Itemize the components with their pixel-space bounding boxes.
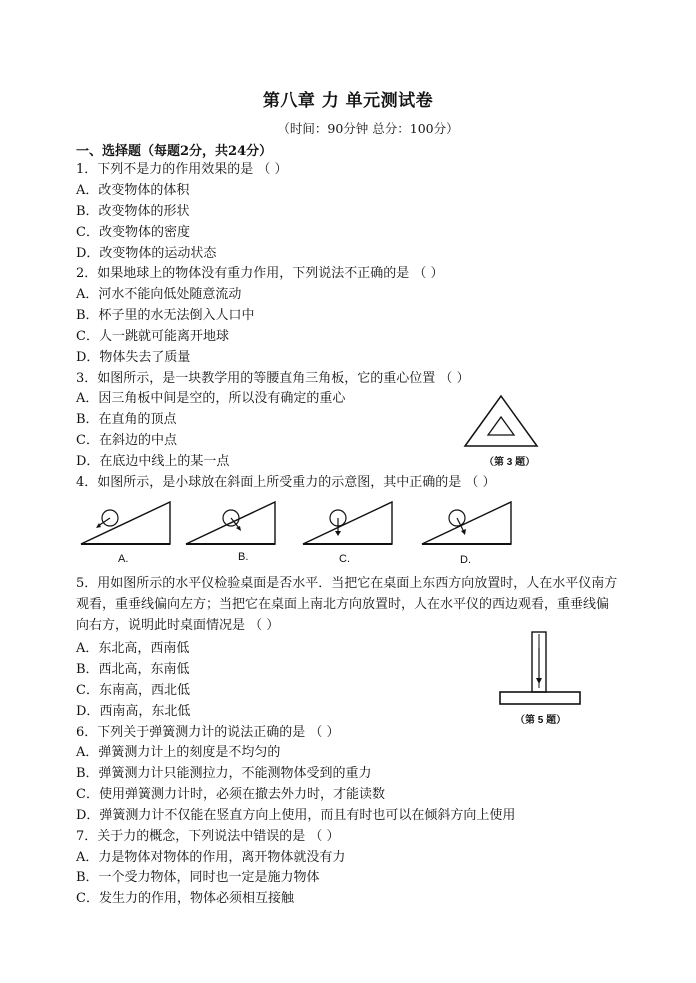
question-5-stem: 5．用如图所示的水平仪检验桌面是否水平．当把它在桌面上东西方向放置时，人在水平仪南方观看，重垂线偏向左方；当把它在桌面上南北方向放置时，人在水平仪的西边观看，重垂线偏向右方，说明此时桌面情况是 （ ） — [76, 576, 618, 633]
question-5-option-c: C．东南高，西北低 — [76, 683, 190, 698]
level-instrument-figure — [496, 630, 584, 708]
question-5-option-b: B．西北高，东南低 — [76, 662, 190, 677]
question-7-option-a: A．力是物体对物体的作用，离开物体就没有力 — [76, 850, 346, 865]
question-5-option-a: A．东北高，西南低 — [76, 641, 190, 656]
figure-4-label-a: A. — [118, 553, 129, 565]
figure-4-label-b: B. — [238, 551, 249, 563]
question-7-option-c: C．发生力的作用，物体必须相互接触 — [76, 891, 294, 906]
question-3-option-b: B．在直角的顶点 — [76, 412, 177, 427]
question-2-option-c: C．人一跳就可能离开地球 — [76, 329, 229, 344]
question-2-option-b: B．杯子里的水无法倒入人口中 — [76, 308, 255, 323]
question-5-option-d: D．西南高，东北低 — [76, 704, 191, 719]
question-2-option-d: D．物体失去了质量 — [76, 350, 191, 365]
exam-time-score: （时间：90分钟 总分：100分） — [277, 121, 459, 136]
figure-3-caption: （第 3 题） — [484, 457, 536, 468]
question-6-option-a: A．弹簧测力计上的刻度是不均匀的 — [76, 745, 281, 760]
question-7-stem: 7．关于力的概念，下列说法中错误的是 （ ） — [76, 829, 340, 844]
question-6-option-b: B．弹簧测力计只能测拉力，不能测物体受到的重力 — [76, 766, 372, 781]
question-7-option-b: B．一个受力物体，同时也一定是施力物体 — [76, 870, 320, 885]
question-3-option-c: C．在斜边的中点 — [76, 433, 177, 448]
question-1-option-a: A．改变物体的体积 — [76, 183, 190, 198]
question-3-option-a: A．因三角板中间是空的，所以没有确定的重心 — [76, 391, 346, 406]
question-2-stem: 2．如果地球上的物体没有重力作用，下列说法不正确的是 （ ） — [76, 266, 444, 281]
question-6-stem: 6．下列关于弹簧测力计的说法正确的是 （ ） — [76, 725, 340, 740]
question-6-option-c: C．使用弹簧测力计时，必须在撤去外力时，才能读数 — [76, 787, 385, 802]
question-1-stem: 1．下列不是力的作用效果的是 （ ） — [76, 162, 288, 177]
question-6-option-d: D．弹簧测力计不仅能在竖直方向上使用，而且有时也可以在倾斜方向上使用 — [76, 808, 516, 823]
incline-figure-d — [419, 498, 515, 548]
question-1-option-c: C．改变物体的密度 — [76, 225, 190, 240]
question-4-stem: 4．如图所示，是小球放在斜面上所受重力的示意图，其中正确的是 （ ） — [76, 475, 496, 490]
question-2-option-a: A．河水不能向低处随意流动 — [76, 287, 242, 302]
incline-figure-b — [183, 498, 279, 548]
incline-figure-a — [78, 498, 174, 548]
question-1-option-b: B．改变物体的形状 — [76, 204, 190, 219]
page-title: 第八章 力 单元测试卷 — [262, 91, 434, 111]
triangle-ruler-figure — [462, 393, 540, 449]
figure-4-label-c: C. — [339, 553, 350, 565]
section-heading: 一、选择题（每题2分，共24分） — [76, 144, 273, 159]
figure-5-caption: （第 5 题） — [515, 715, 567, 726]
incline-figure-c — [300, 498, 396, 548]
question-3-option-d: D．在底边中线上的某一点 — [76, 454, 230, 469]
question-3-stem: 3．如图所示，是一块教学用的等腰直角三角板，它的重心位置 （ ） — [76, 371, 470, 386]
figure-4-label-d: D. — [460, 554, 471, 566]
question-1-option-d: D．改变物体的运动状态 — [76, 246, 217, 261]
